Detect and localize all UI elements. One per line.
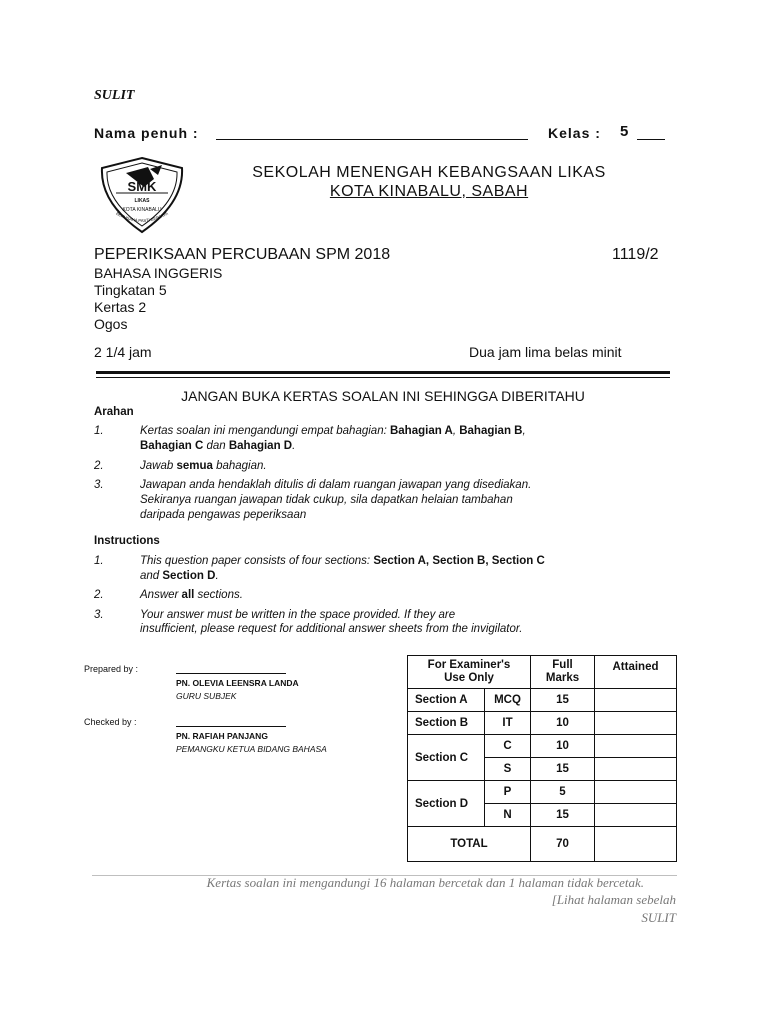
attained-header: Attained xyxy=(595,656,677,689)
table-row-total xyxy=(408,827,677,862)
instruction-item-3-line-2: insufficient, please request for additional answer sheets from the invigilator. xyxy=(140,623,523,635)
full-marks-value: 15 xyxy=(531,689,595,712)
attained-cell[interactable] xyxy=(595,712,677,735)
arahan-item-2: Jawab semua bahagian. xyxy=(140,460,267,472)
exam-month: Ogos xyxy=(94,316,128,332)
form-level: Tingkatan 5 xyxy=(94,282,167,298)
attained-cell[interactable] xyxy=(595,758,677,781)
section-code: IT xyxy=(485,712,531,735)
full-marks-header: Full Marks xyxy=(531,656,595,689)
full-marks-value: 10 xyxy=(531,735,595,758)
checked-by-label: Checked by : xyxy=(84,717,137,727)
class-blank xyxy=(637,139,665,140)
attained-cell[interactable] xyxy=(595,689,677,712)
instruction-item-number: 1. xyxy=(94,555,104,567)
school-name: SEKOLAH MENENGAH KEBANGSAAN LIKAS xyxy=(252,164,606,181)
instruction-item-2: Answer all sections. xyxy=(140,589,243,601)
full-name-blank xyxy=(216,139,528,140)
arahan-item-3-line-3: daripada pengawas peperiksaan xyxy=(140,509,307,521)
instructions-heading: Instructions xyxy=(94,535,160,547)
section-label: Section C xyxy=(408,735,485,781)
full-marks-value: 5 xyxy=(531,781,595,804)
table-row xyxy=(408,712,677,735)
arahan-item-1: Kertas soalan ini mengandungi empat bahagian: Bahagian A, Bahagian B, xyxy=(140,425,526,437)
class-label: Kelas : xyxy=(548,125,601,141)
school-location: KOTA KINABALU, SABAH xyxy=(329,183,529,200)
confidential-footer: SULIT xyxy=(641,910,676,925)
instruction-item-3-line-1: Your answer must be written in the space provided. If they are xyxy=(140,609,456,621)
exam-code: 1119/2 xyxy=(612,246,659,263)
divider-thick xyxy=(96,371,670,374)
arahan-item-3-line-1: Jawapan anda hendaklah ditulis di dalam ruangan jawapan yang disediakan. xyxy=(140,479,532,491)
section-label: Section A xyxy=(408,689,485,712)
instruction-item-number: 2. xyxy=(94,589,104,601)
attained-cell[interactable] xyxy=(595,735,677,758)
checked-by-signature-line xyxy=(176,726,286,727)
instruction-item-number: 3. xyxy=(94,609,104,621)
paper-number: Kertas 2 xyxy=(94,299,147,315)
school-crest-logo xyxy=(96,155,188,235)
confidential-label: SULIT xyxy=(94,88,135,103)
prepared-by-role: GURU SUBJEK xyxy=(176,691,237,701)
instruction-item-1: This question paper consists of four sections: Section A, Section B, Section C xyxy=(140,555,545,567)
attained-cell[interactable] xyxy=(595,781,677,804)
arahan-heading: Arahan xyxy=(94,406,134,418)
total-marks-value: 70 xyxy=(531,827,595,862)
total-attained-cell[interactable] xyxy=(595,827,677,862)
full-marks-value: 15 xyxy=(531,758,595,781)
section-code: MCQ xyxy=(485,689,531,712)
examiner-use-header: For Examiner's Use Only xyxy=(408,656,531,689)
arahan-item-number: 2. xyxy=(94,460,104,472)
see-next-page-note: [Lihat halaman sebelah xyxy=(551,892,676,907)
section-code: P xyxy=(485,781,531,804)
section-code: N xyxy=(485,804,531,827)
class-value: 5 xyxy=(620,123,629,140)
table-row xyxy=(408,689,677,712)
full-name-label: Nama penuh : xyxy=(94,125,199,141)
duration-in-words: Dua jam lima belas minit xyxy=(469,344,622,360)
instruction-item-1-cont: and Section D. xyxy=(140,570,219,582)
divider-thin xyxy=(96,377,670,378)
exam-title: PEPERIKSAAN PERCUBAAN SPM 2018 xyxy=(94,246,391,263)
prepared-by-signature-line xyxy=(176,673,286,674)
full-marks-value: 15 xyxy=(531,804,595,827)
prepared-by-name: PN. OLEVIA LEENSRA LANDA xyxy=(176,678,299,688)
do-not-open-warning: JANGAN BUKA KERTAS SOALAN INI SEHINGGA DIBERITAHU xyxy=(181,388,585,404)
duration: 2 1/4 jam xyxy=(94,344,152,360)
arahan-item-3-line-2: Sekiranya ruangan jawapan tidak cukup, sila dapatkan helaian tambahan xyxy=(140,494,513,506)
arahan-item-1-cont: Bahagian C dan Bahagian D. xyxy=(140,440,296,452)
section-label: Section B xyxy=(408,712,485,735)
arahan-item-number: 1. xyxy=(94,425,104,437)
full-marks-value: 10 xyxy=(531,712,595,735)
checked-by-role: PEMANGKU KETUA BIDANG BAHASA xyxy=(176,744,327,754)
section-label: Section D xyxy=(408,781,485,827)
section-code: S xyxy=(485,758,531,781)
total-label: TOTAL xyxy=(408,827,531,862)
examiner-marks-table xyxy=(407,655,677,862)
checked-by-name: PN. RAFIAH PANJANG xyxy=(176,731,268,741)
logo-motto: BERUSAHA PASTI BERJAYA xyxy=(115,210,169,224)
page-count-note: Kertas soalan ini mengandungi 16 halaman bercetak dan 1 halaman tidak bercetak. xyxy=(206,875,644,890)
section-code: C xyxy=(485,735,531,758)
logo-monogram: SMK xyxy=(127,179,157,194)
arahan-item-number: 3. xyxy=(94,479,104,491)
prepared-by-label: Prepared by : xyxy=(84,664,139,674)
table-row xyxy=(408,735,677,758)
logo-ring-text: KOTA KINABALU xyxy=(122,207,162,213)
attained-cell[interactable] xyxy=(595,804,677,827)
subject-name: BAHASA INGGERIS xyxy=(94,265,223,281)
table-row xyxy=(408,781,677,804)
logo-sub: LIKAS xyxy=(134,198,150,204)
